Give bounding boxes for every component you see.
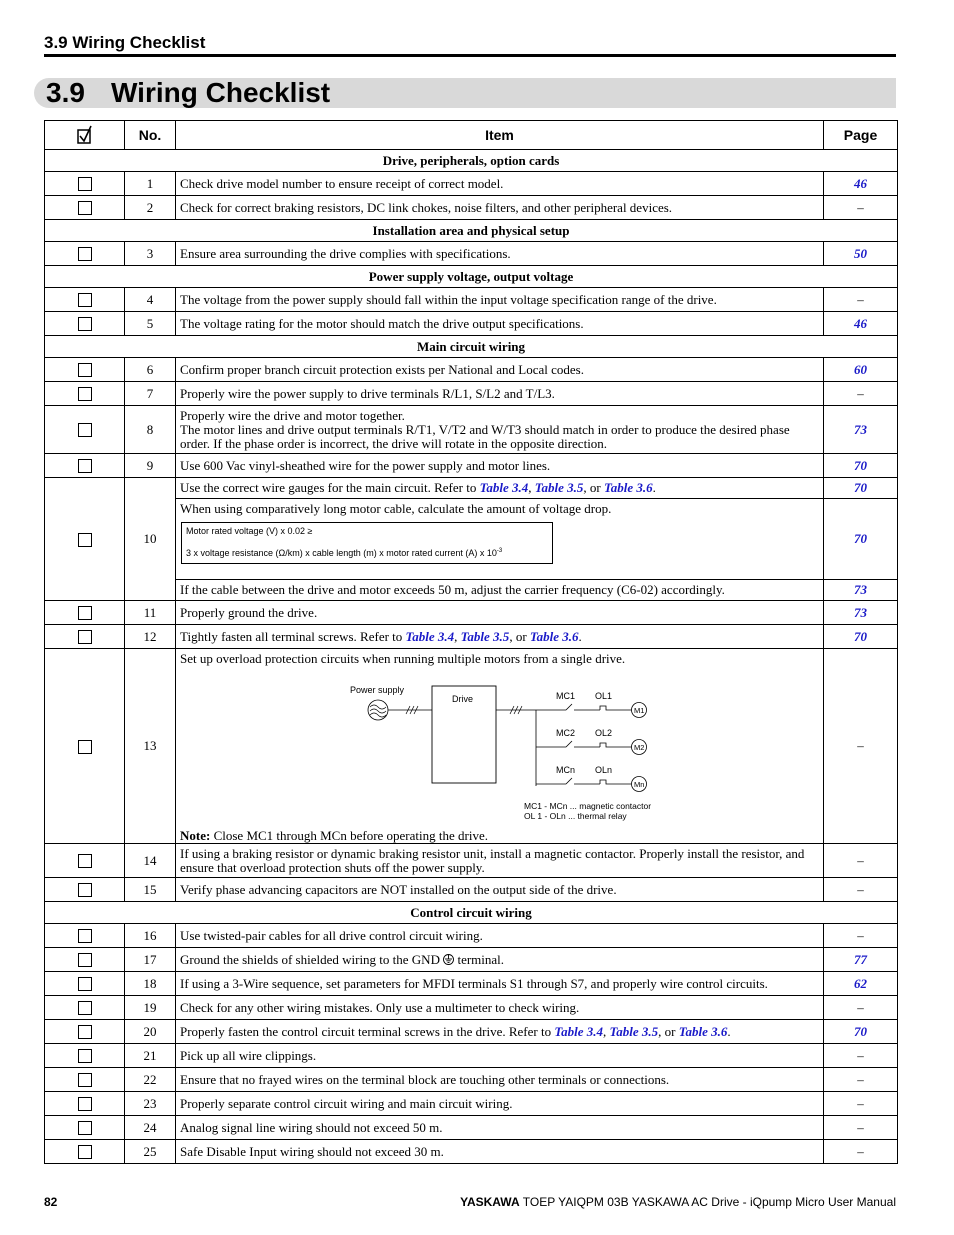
table-row [45, 242, 898, 266]
page-link[interactable]: 46 [854, 315, 867, 331]
checkbox[interactable] [78, 740, 92, 754]
item-number: 9 [125, 454, 176, 478]
checkbox[interactable] [78, 1025, 92, 1039]
table-row [45, 1116, 898, 1140]
footer-brand: YASKAWA [460, 1195, 520, 1209]
item-number: 15 [125, 878, 176, 902]
item-number: 14 [125, 844, 176, 878]
page-ref: – [824, 1140, 898, 1164]
page-link[interactable]: 70 [854, 1023, 867, 1039]
section-label: Power supply voltage, output voltage [45, 266, 898, 288]
item-text: Properly fasten the control circuit terminal screws in the drive. Refer to Table 3.4, Table 3.5, or Table 3.6. [176, 1020, 824, 1044]
sine-wave-icon [370, 705, 386, 717]
table-row [45, 625, 898, 649]
table-link[interactable]: Table 3.5 [534, 480, 584, 495]
checkbox[interactable] [78, 854, 92, 868]
table-row [45, 382, 898, 406]
item-number: 25 [125, 1140, 176, 1164]
table-link[interactable]: Table 3.5 [609, 1023, 659, 1039]
item-number: 5 [125, 312, 176, 336]
multi-motor-wiring-diagram [180, 666, 700, 812]
table-row [45, 1092, 898, 1116]
item-text: If the cable between the drive and motor exceeds 50 m, adjust the carrier frequency (C6-02) accordingly. [176, 580, 824, 601]
item-number: 18 [125, 972, 176, 996]
table-link[interactable]: Table 3.4 [405, 628, 455, 644]
checkbox[interactable] [78, 387, 92, 401]
page-ref: – [824, 1092, 898, 1116]
item-number: 12 [125, 625, 176, 649]
ground-symbol-icon [443, 954, 454, 965]
mcn-label: MCn [556, 765, 576, 775]
table-link[interactable]: Table 3.6 [678, 1023, 728, 1039]
item-number: 10 [125, 478, 176, 601]
checkbox[interactable] [78, 201, 92, 215]
item-text: If using a 3-Wire sequence, set parameters for MFDI terminals S1 through S7, and properly wire control circuits. [176, 972, 824, 996]
page-link[interactable]: 70 [854, 628, 867, 644]
header-rule [44, 54, 896, 57]
checkbox[interactable] [78, 363, 92, 377]
legend-contactor: MC1 - MCn ... magnetic contactor [524, 801, 652, 811]
checkbox[interactable] [78, 883, 92, 897]
item-text: Ensure area surrounding the drive complies with specifications. [176, 242, 824, 266]
checkbox[interactable] [78, 1073, 92, 1087]
page-ref: – [824, 1044, 898, 1068]
checkbox[interactable] [78, 1049, 92, 1063]
table-row [45, 972, 898, 996]
page-ref: – [824, 1116, 898, 1140]
branch-2-wire [536, 741, 632, 747]
item-number: 17 [125, 948, 176, 972]
running-header: 3.9 Wiring Checklist [44, 33, 206, 52]
item-text: Check drive model number to ensure receipt of correct model. [176, 172, 824, 196]
item-text: The voltage from the power supply should fall within the input voltage specification range of the drive. [176, 288, 824, 312]
section-row [45, 902, 898, 924]
page-link[interactable]: 70 [854, 457, 867, 473]
ol2-label: OL2 [595, 728, 613, 738]
section-row [45, 220, 898, 242]
page-link[interactable]: 70 [854, 480, 867, 495]
item-text: Verify phase advancing capacitors are NOT installed on the output side of the drive. [176, 878, 824, 902]
table-row [45, 172, 898, 196]
formula-line: 3 x voltage resistance (Ω/km) x cable length (m) x motor rated current (A) x $10^{-3}$ [186, 548, 503, 558]
footer-document-title: YASKAWA TOEP YAIQPM 03B YASKAWA AC Drive - iQpump Micro User Manual [460, 1195, 896, 1209]
table-row [45, 1140, 898, 1164]
checkbox[interactable] [78, 630, 92, 644]
section-label: Installation area and physical setup [45, 220, 898, 242]
branch-n-wire [536, 778, 632, 784]
page-ref: – [824, 196, 898, 220]
section-title-bar [34, 78, 896, 108]
checkbox[interactable] [78, 929, 92, 943]
item-number: 2 [125, 196, 176, 220]
page-ref: – [824, 649, 898, 844]
section-label: Control circuit wiring [45, 902, 898, 924]
item-text: Confirm proper branch circuit protection exists per National and Local codes. [176, 358, 824, 382]
item-text-line: Set up overload protection circuits when running multiple motors from a single drive. [180, 651, 626, 666]
item-number: 22 [125, 1068, 176, 1092]
page-ref: – [824, 924, 898, 948]
branch-1-wire [530, 704, 632, 710]
wiring-checklist-table [44, 120, 898, 1164]
section-row [45, 336, 898, 358]
table-row [45, 878, 898, 902]
checkbox[interactable] [78, 533, 92, 547]
item-text [176, 649, 824, 844]
table-row [45, 478, 898, 499]
item-text: Ensure that no frayed wires on the terminal block are touching other terminals or connections. [176, 1068, 824, 1092]
table-row [45, 996, 898, 1020]
table-row [45, 312, 898, 336]
no-column-header: No. [125, 121, 176, 150]
page-link[interactable]: 62 [854, 975, 867, 991]
item-text: Use twisted-pair cables for all drive control circuit wiring. [176, 924, 824, 948]
checkbox[interactable] [78, 1145, 92, 1159]
item-number: 3 [125, 242, 176, 266]
checkbox[interactable] [78, 606, 92, 620]
checkbox[interactable] [78, 1097, 92, 1111]
item-text-line: When using comparatively long motor cable, calculate the amount of voltage drop. [180, 501, 612, 516]
page-link[interactable]: 73 [854, 582, 867, 597]
table-header-row [45, 121, 898, 150]
item-text: Use 600 Vac vinyl-sheathed wire for the power supply and motor lines. [176, 454, 824, 478]
item-number: 20 [125, 1020, 176, 1044]
table-row [45, 1020, 898, 1044]
checkbox[interactable] [78, 953, 92, 967]
item-number: 24 [125, 1116, 176, 1140]
checkbox[interactable] [78, 423, 92, 437]
item-text: Tightly fasten all terminal screws. Refer to Table 3.4, Table 3.5, or Table 3.6. [176, 625, 824, 649]
table-row [45, 649, 898, 844]
item-text: Check for any other wiring mistakes. Only use a multimeter to check wiring. [176, 996, 824, 1020]
item-column-header: Item [176, 121, 824, 150]
mc2-label: MC2 [556, 728, 576, 738]
checkbox[interactable] [78, 247, 92, 261]
checkbox[interactable] [78, 459, 92, 473]
item-text: Safe Disable Input wiring should not exceed 30 m. [176, 1140, 824, 1164]
item-text: If using a braking resistor or dynamic braking resistor unit, install a magnetic contactor. Properly install the resistor, and ensure that overload protection shuts off the power supply. [176, 844, 824, 878]
table-row [45, 406, 898, 454]
page-ref: – [824, 878, 898, 902]
legend-thermal-relay: OL 1 - OLn ... thermal relay [524, 811, 627, 821]
mc1-label: MC1 [556, 691, 576, 701]
item-text: Check for correct braking resistors, DC link chokes, noise filters, and other peripheral devices. [176, 196, 824, 220]
item-number: 13 [125, 649, 176, 844]
item-text: Properly separate control circuit wiring and main circuit wiring. [176, 1092, 824, 1116]
page-link[interactable]: 73 [854, 421, 867, 437]
note-label: Note: [180, 828, 211, 843]
page-link[interactable]: 60 [854, 361, 867, 377]
oln-label: OLn [595, 765, 613, 775]
item-text: Properly wire the power supply to drive terminals R/L1, S/L2 and T/L3. [176, 382, 824, 406]
item-text-line: The motor lines and drive output terminals R/T1, V/T2 and W/T3 should match in order to produce the desired phase order. If the phase order is incorrect, the drive will rotate in the opposite direction. [180, 421, 790, 451]
table-link[interactable]: Table 3.6 [529, 628, 579, 644]
page-link[interactable]: 46 [854, 175, 867, 191]
formula-line: Motor rated voltage (V) x 0.02 ≥ [186, 526, 313, 536]
item-text-line: Properly wire the drive and motor together. [180, 407, 405, 423]
table-row [45, 924, 898, 948]
page-link[interactable]: 73 [854, 604, 867, 620]
item-number: 6 [125, 358, 176, 382]
item-number: 7 [125, 382, 176, 406]
item-text: Analog signal line wiring should not exceed 50 m. [176, 1116, 824, 1140]
power-supply-label: Power supply [350, 685, 405, 695]
table-row [45, 288, 898, 312]
three-phase-mark-icon [406, 706, 418, 714]
checkbox-checked-icon [76, 125, 94, 145]
item-number: 23 [125, 1092, 176, 1116]
voltage-drop-formula [181, 522, 553, 564]
page-column-header: Page [824, 121, 898, 150]
table-row [45, 1068, 898, 1092]
table-row [45, 1044, 898, 1068]
checkbox[interactable] [78, 1121, 92, 1135]
table-link[interactable]: Table 3.4 [554, 1023, 603, 1039]
item-text: Use the correct wire gauges for the main circuit. Refer to Table 3.4, Table 3.5, or Table 3.6. [176, 478, 824, 499]
checkbox[interactable] [78, 293, 92, 307]
section-number: 3.9 [46, 77, 85, 108]
item-text: The voltage rating for the motor should match the drive output specifications. [176, 312, 824, 336]
item-number: 11 [125, 601, 176, 625]
table-link[interactable]: Table 3.6 [603, 480, 653, 495]
table-link[interactable]: Table 3.4 [479, 480, 529, 495]
item-number: 19 [125, 996, 176, 1020]
section-label: Main circuit wiring [45, 336, 898, 358]
table-row [45, 454, 898, 478]
page-ref: – [824, 288, 898, 312]
drive-label: Drive [452, 694, 474, 704]
page-ref: – [824, 844, 898, 878]
ol1-label: OL1 [595, 691, 613, 701]
item-text: Ground the shields of shielded wiring to the GND terminal. [176, 948, 824, 972]
item-number: 4 [125, 288, 176, 312]
item-text [176, 499, 824, 580]
check-column-header [45, 121, 125, 150]
footer-page-number: 82 [44, 1195, 58, 1209]
table-row [45, 844, 898, 878]
table-row [45, 948, 898, 972]
item-text: Properly ground the drive. [176, 601, 824, 625]
page-title: Wiring Checklist [111, 77, 331, 108]
item-number: 8 [125, 406, 176, 454]
page-ref: – [824, 1068, 898, 1092]
three-phase-mark-icon [510, 706, 522, 714]
section-label: Drive, peripherals, option cards [45, 150, 898, 172]
m2-label: M2 [634, 743, 645, 752]
m1-label: M1 [634, 706, 645, 715]
checkbox[interactable] [78, 317, 92, 331]
section-row [45, 266, 898, 288]
item-text [176, 406, 824, 454]
page-link[interactable]: 77 [854, 951, 867, 967]
checkbox[interactable] [78, 1001, 92, 1015]
page-link[interactable]: 70 [854, 531, 867, 546]
page-ref: – [824, 382, 898, 406]
table-row [45, 358, 898, 382]
checkbox[interactable] [78, 177, 92, 191]
table-row [45, 601, 898, 625]
item-number: 21 [125, 1044, 176, 1068]
note: Note: Close MC1 through MCn before operating the drive. [180, 828, 488, 843]
table-row [45, 196, 898, 220]
mn-label: Mn [634, 780, 645, 789]
page-link[interactable]: 50 [854, 245, 867, 261]
section-row [45, 150, 898, 172]
table-link[interactable]: Table 3.5 [460, 628, 510, 644]
item-text: Pick up all wire clippings. [176, 1044, 824, 1068]
item-number: 16 [125, 924, 176, 948]
item-number: 1 [125, 172, 176, 196]
checkbox[interactable] [78, 977, 92, 991]
page-ref: – [824, 996, 898, 1020]
